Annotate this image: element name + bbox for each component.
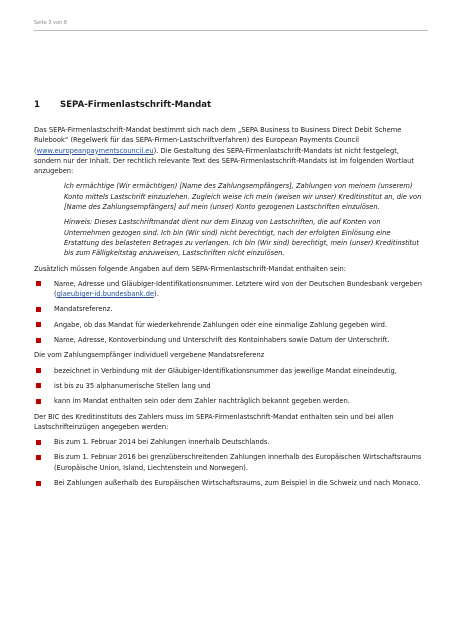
bullet-icon [36,307,41,312]
bullet-icon [36,281,41,286]
bullet-icon [36,338,41,343]
mandate-quote: Ich ermächtige (Wir ermächtigen) [Name des Zahlungsempfängers], Zahlungen von meinem (unserem) Konto mittels Lastschrift einzuziehen. Zugleich weise ich mein (weisen wir unser) Kreditinstitut an, die von [Name des Zahlungsempfängers] auf mein (unser) Konto gezogenen Lastschriften einzulösen. [64,182,422,212]
bullet-icon [36,399,41,404]
reference-intro: Die vom Zahlungsempfänger individuell vergebene Mandatsreferenz [34,351,265,360]
list-item [34,478,426,488]
mandate-hint-quote: Hinweis: Dieses Lastschriftmandat dient nur dem Einzug von Lastschriften, die auf Konten von Unternehmen gezogen sind. Ich bin (Wir sind) nicht berechtigt, nach der erfolgten Einlösung eine Erstattung des belasteten Betrages zu verlangen. Ich bin (Wir sind) berechtigt, mein (unser) Kreditinstitut bis zum Fälligkeitstag anzuweisen, Lastschriften nicht einzulösen. [64,218,420,258]
intro-text-2: ). Die Gestaltung des SEPA-Firmenlastschrift-Mandats ist nicht festgelegt, sondern nur der Inhalt. Der rechtlich relevante Text des SEPA-Firmenlastschrift-Mandats ist im folgenden Wortlaut anzugeben: [34,146,415,176]
required-list [34,279,426,345]
list-item-text: Bis zum 1. Februar 2014 bei Zahlungen innerhalb Deutschlands. [54,438,270,447]
page-number: Seite 3 von 8 [34,20,67,26]
list-item [34,304,426,314]
epc-link[interactable]: www.europeanpaymentscouncil.eu [36,146,154,155]
bic-list [34,437,426,488]
reference-list [34,366,426,407]
list-item-text: ist bis zu 35 alphanumerische Stellen lang und [54,381,211,390]
list-item [34,381,426,391]
header-rule [34,30,428,31]
bullet-icon [36,322,41,327]
list-item [34,452,426,473]
list-item-text: Bei Zahlungen außerhalb des Europäischen Wirtschaftsraums, zum Beispiel in die Schweiz und nach Monaco. [54,479,421,488]
list-item-text: ). [154,290,159,299]
list-item-text: Name, Adresse und Gläubiger-Identifikationsnummer. Letztere wird von der Deutschen Bundesbank vergeben ( [54,279,423,299]
list-item-text: Angabe, ob das Mandat für wiederkehrende Zahlungen oder eine einmalige Zahlung gegeben wird. [54,320,387,329]
intro-paragraph [34,125,426,176]
list-item [34,320,426,330]
section-number: 1 [34,100,40,110]
bullet-icon [36,481,41,486]
list-item [34,279,426,300]
list-item-text: bezeichnet in Verbindung mit der Gläubiger-Identifikationsnummer das jeweilige Mandat eineindeutig, [54,366,397,375]
bullet-icon [36,368,41,373]
bullet-icon [36,455,41,460]
section-heading [34,100,426,111]
list-item-text: Mandatsreferenz. [54,305,113,314]
list-item-text: kann im Mandat enthalten sein oder dem Zahler nachträglich bekannt gegeben werden. [54,397,350,406]
section-title: SEPA-Firmenlastschrift-Mandat [60,100,212,110]
list-item [34,437,426,447]
intro-text-1: Das SEPA-Firmenlastschrift-Mandat bestimmt sich nach dem „SEPA Business to Business Direct Debit Scheme Rulebook“ (Regelwerk für das SEPA-Firmen-Lastschriftverfahren) des European Payments Council ( [34,126,402,155]
list-item [34,396,426,406]
content [34,100,426,493]
page-header [34,20,428,31]
list-item-text: Name, Adresse, Kontoverbindung und Unterschrift des Kontoinhabers sowie Datum der Unterschrift. [54,336,390,345]
bullet-icon [36,383,41,388]
list-item [34,335,426,345]
required-intro: Zusätzlich müssen folgende Angaben auf dem SEPA-Firmenlastschrift-Mandat enthalten sein: [34,264,346,273]
list-item [34,366,426,376]
bic-intro: Der BIC des Kreditinstituts des Zahlers muss im SEPA-Firmenlastschrift-Mandat enthalten sein und bei allen Lastschrifteinzügen angegeben werden: [34,412,394,431]
bullet-icon [36,440,41,445]
list-item-text: Bis zum 1. Februar 2016 bei grenzüberschreitenden Zahlungen innerhalb des Europäischen Wirtschaftsraums (Europäische Union, Island, Liechtenstein und Norwegen). [54,453,422,472]
bundesbank-link[interactable]: glaeubiger-id.bundesbank.de [56,290,155,299]
